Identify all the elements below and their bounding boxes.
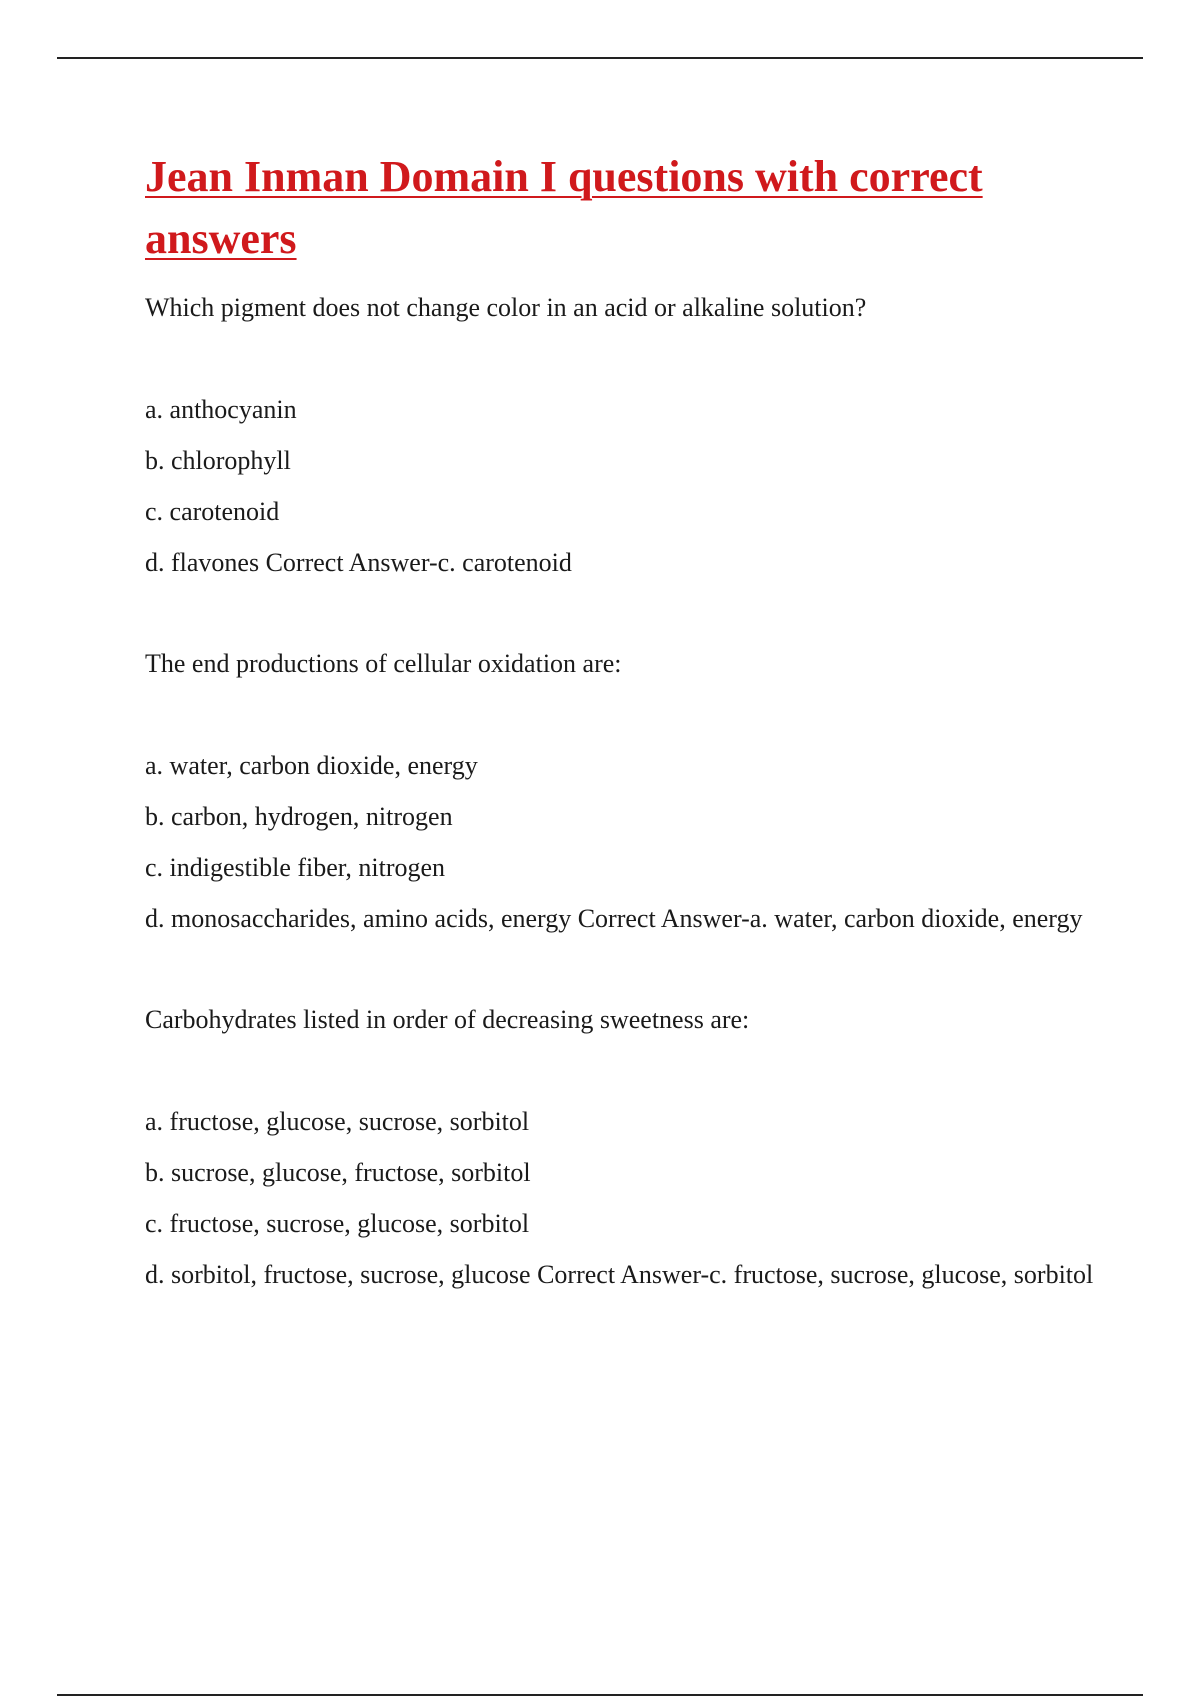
answer-option-with-correct-answer: d. sorbitol, fructose, sucrose, glucose Correct Answer-c. fructose, sucrose, glucose, sorbitol: [145, 1260, 1094, 1289]
question-3: [145, 1002, 1095, 1293]
answer-option: c. indigestible fiber, nitrogen: [145, 853, 446, 882]
page-footer-rule: [57, 1694, 1143, 1696]
question-prompt: Carbohydrates listed in order of decreasing sweetness are:: [145, 1005, 750, 1034]
answer-options: [145, 1104, 1095, 1293]
answer-options: [145, 392, 1095, 581]
answer-option: c. carotenoid: [145, 497, 280, 526]
answer-option: b. carbon, hydrogen, nitrogen: [145, 802, 453, 831]
document-body: [145, 146, 1095, 1293]
answer-option: c. fructose, sucrose, glucose, sorbitol: [145, 1209, 530, 1238]
question-1: [145, 290, 1095, 581]
answer-option: b. sucrose, glucose, fructose, sorbitol: [145, 1158, 531, 1187]
question-prompt: The end productions of cellular oxidation are:: [145, 649, 622, 678]
answer-option: a. water, carbon dioxide, energy: [145, 751, 478, 780]
document-title: Jean Inman Domain I questions with correct answers: [145, 152, 983, 263]
answer-option: a. anthocyanin: [145, 395, 297, 424]
answer-options: [145, 748, 1095, 937]
answer-option: b. chlorophyll: [145, 446, 291, 475]
question-prompt: Which pigment does not change color in an acid or alkaline solution?: [145, 293, 867, 322]
answer-option: a. fructose, glucose, sucrose, sorbitol: [145, 1107, 530, 1136]
question-2: [145, 646, 1095, 937]
page-header-rule: [57, 57, 1143, 59]
answer-option-with-correct-answer: d. flavones Correct Answer-c. carotenoid: [145, 548, 572, 577]
answer-option-with-correct-answer: d. monosaccharides, amino acids, energy Correct Answer-a. water, carbon dioxide, energy: [145, 904, 1083, 933]
